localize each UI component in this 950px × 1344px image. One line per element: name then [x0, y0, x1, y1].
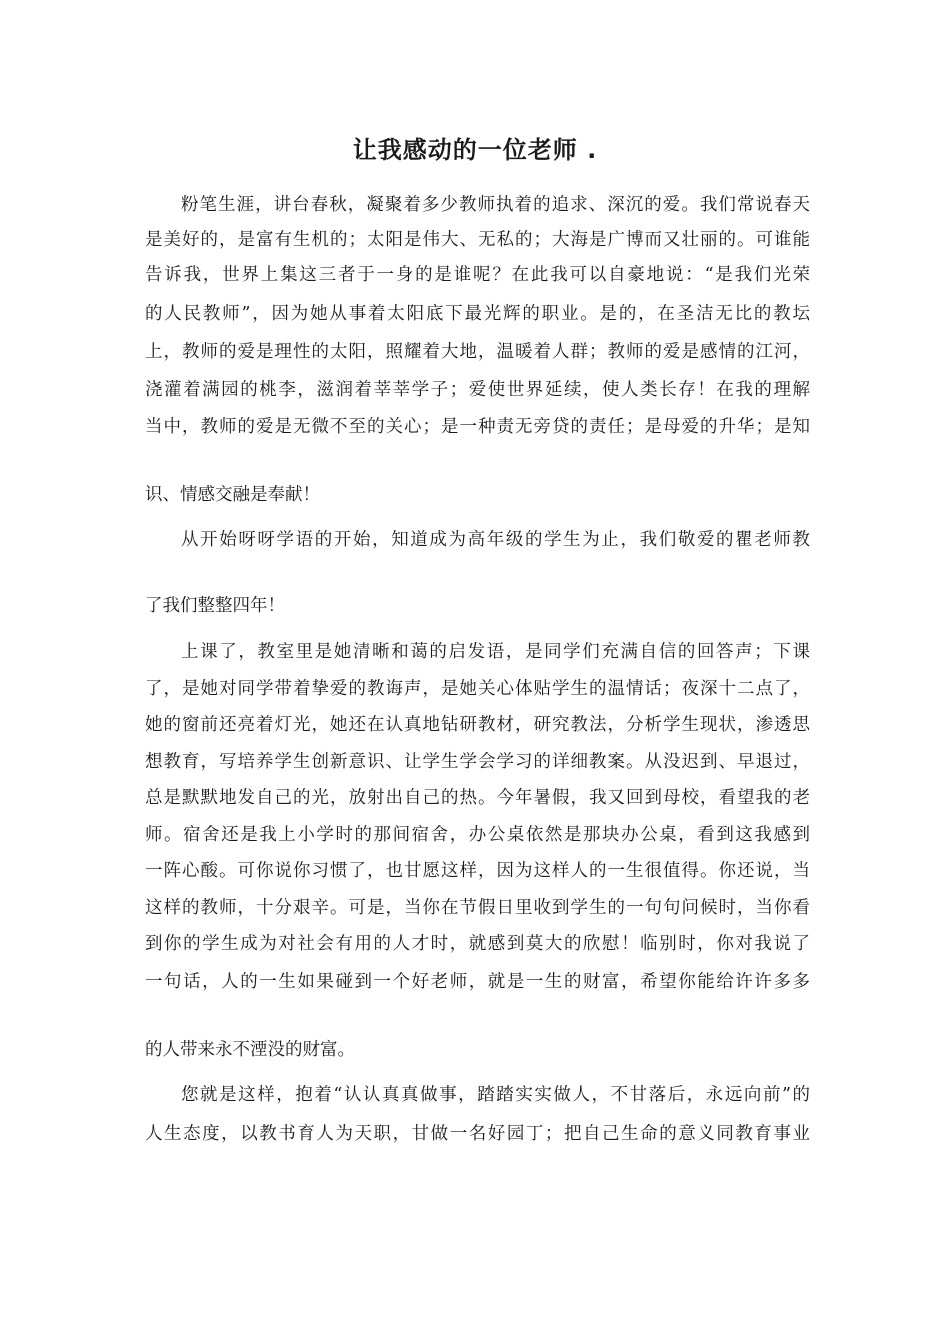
text-line: 粉笔生涯，讲台春秋，凝聚着多少教师执着的追求、深沉的爱。我们常说春天: [181, 195, 810, 215]
text-line: 人生态度，以教书育人为天职，甘做一名好园丁；把自己生命的意义同教育事业: [145, 1124, 810, 1144]
text-line: 当中，教师的爱是无微不至的关心；是一种责无旁贷的责任；是母爱的升华；是知: [145, 417, 810, 437]
text-line: 浇灌着满园的桃李，滋润着莘莘学子；爱使世界延续，使人类长存！在我的理解: [145, 380, 810, 400]
text-line: 识、情感交融是奉献！: [145, 485, 320, 505]
text-line: 上课了，教室里是她清晰和蔼的启发语，是同学们充满自信的回答声；下课: [181, 642, 810, 662]
text-line: 想教育，写培养学生创新意识、让学生学会学习的详细教案。从没迟到、早退过，: [145, 752, 810, 772]
text-line: 从开始呀呀学语的开始，知道成为高年级的学生为止，我们敬爱的瞿老师教: [181, 530, 810, 550]
text-line: 这样的教师，十分艰辛。可是，当你在节假日里收到学生的一句句问候时，当你看: [145, 898, 810, 918]
text-line: 她的窗前还亮着灯光，她还在认真地钻研教材，研究教法，分析学生现状，渗透思: [145, 715, 810, 735]
text-line: 了，是她对同学带着挚爱的教诲声，是她关心体贴学生的温情话；夜深十二点了，: [145, 679, 810, 699]
text-line: 您就是这样，抱着“认认真真做事，踏踏实实做人，不甘落后，永远向前”的: [181, 1085, 810, 1105]
text-line: 一阵心酸。可你说你习惯了，也甘愿这样，因为这样人的一生很值得。你还说，当: [145, 861, 810, 881]
text-line: 告诉我，世界上集这三者于一身的是谁呢？在此我可以自豪地说：“是我们光荣: [145, 265, 810, 285]
document-title: 让我感动的一位老师 .: [352, 136, 598, 164]
text-line: 到你的学生成为对社会有用的人才时，就感到莫大的欣慰！临别时，你对我说了: [145, 934, 810, 954]
text-line: 上，教师的爱是理性的太阳，照耀着大地，温暖着人群；教师的爱是感情的江河，: [145, 342, 810, 362]
text-line: 师。宿舍还是我上小学时的那间宿舍，办公桌依然是那块办公桌，看到这我感到: [145, 825, 810, 845]
text-line: 了我们整整四年！: [145, 596, 285, 616]
text-line: 的人民教师”，因为她从事着太阳底下最光辉的职业。是的，在圣洁无比的教坛: [145, 304, 810, 324]
text-line: 一句话，人的一生如果碰到一个好老师，就是一生的财富，希望你能给许许多多: [145, 972, 810, 992]
text-line: 总是默默地发自己的光，放射出自己的热。今年暑假，我又回到母校，看望我的老: [145, 788, 810, 808]
text-line: 的人带来永不湮没的财富。: [145, 1040, 355, 1060]
text-line: 是美好的，是富有生机的；太阳是伟大、无私的；大海是广博而又壮丽的。可谁能: [145, 230, 810, 250]
